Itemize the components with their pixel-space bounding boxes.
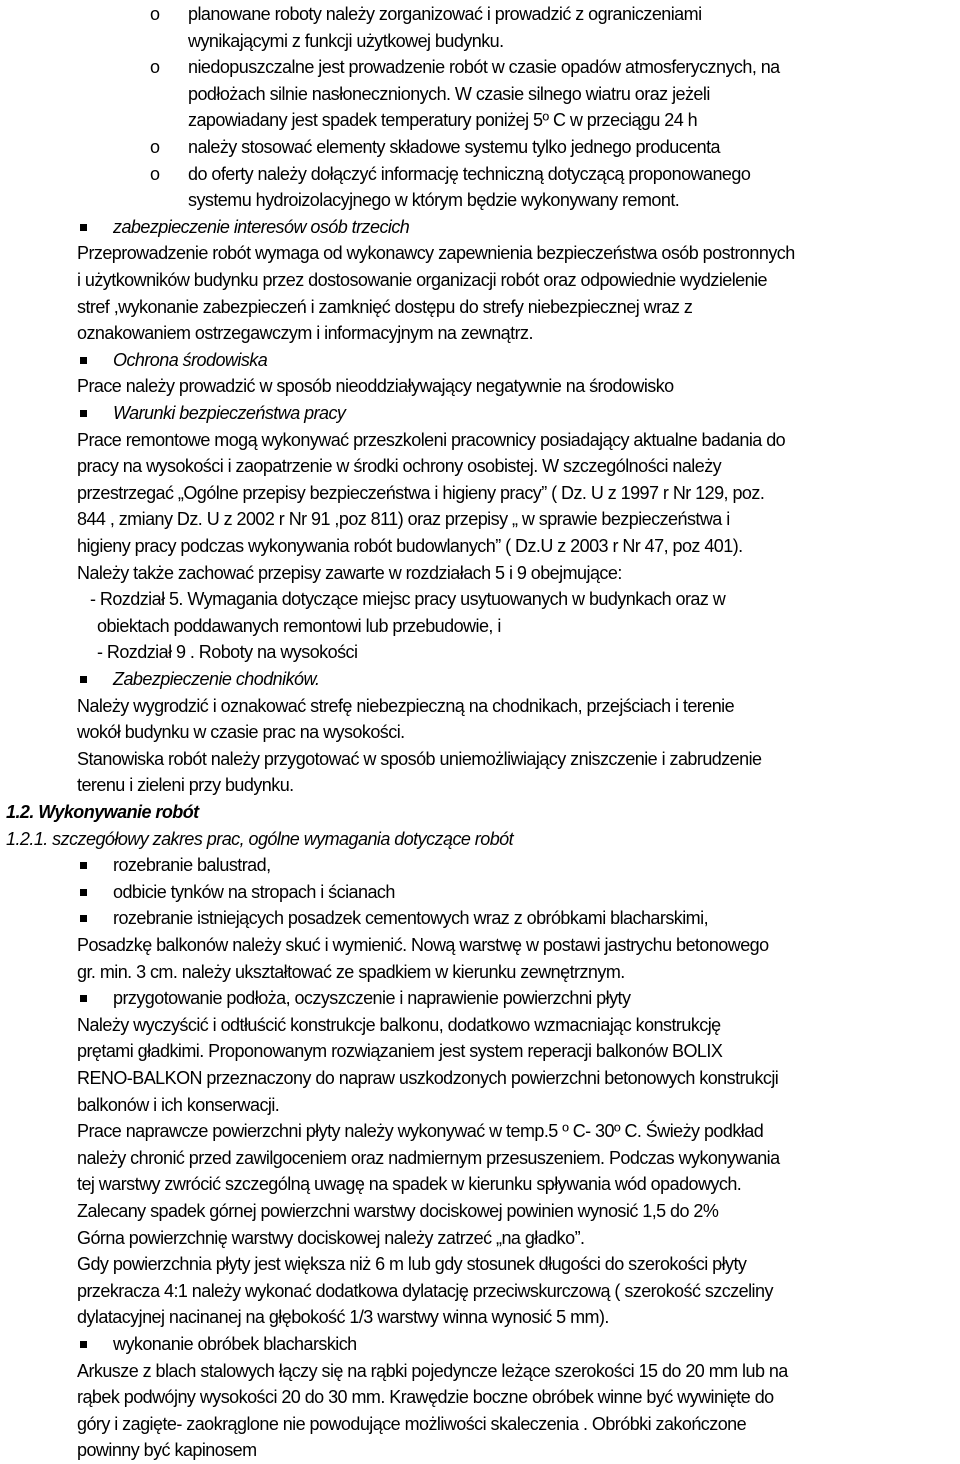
list-item-text: należy stosować elementy składowe systemu tylko jednego producenta [188,137,721,157]
list-marker-square-icon [80,915,87,922]
paragraph-line: stref ,wykonanie zabezpieczeń i zamknięć dostępu do strefy niebezpiecznej wraz z [77,296,693,317]
paragraph-line: - Rozdział 5. Wymagania dotyczące miejsc pracy usytuowanych w budynkach oraz w [90,589,726,610]
list-item-text: przygotowanie podłoża, oczyszczenie i naprawienie powierzchni płyty [113,988,631,1009]
list-item-text: rozebranie balustrad, [113,855,271,876]
list-marker-circle: o [150,163,161,184]
paragraph-line: prętami gładkimi. Proponowanym rozwiązaniem jest system reperacji balkonów BOLIX [77,1041,723,1062]
paragraph-line: Prace remontowe mogą wykonywać przeszkoleni pracownicy posiadający aktualne badania do [77,429,786,450]
list-item-text: rozebranie istniejących posadzek cementowych wraz z obróbkami blacharskimi, [113,908,709,929]
list-marker-square-icon [80,1341,87,1348]
list-marker-square-icon [80,357,87,364]
list-marker-square-icon [80,889,87,896]
paragraph-line: Górna powierzchnię warstwy dociskowej należy zatrzeć „na gładko”. [77,1227,585,1248]
paragraph-line: Należy także zachować przepisy zawarte w rozdziałach 5 i 9 obejmujące: [77,562,622,583]
paragraph-line: Należy wygrodzić i oznakować strefę niebezpieczną na chodnikach, przejściach i terenie [77,695,735,716]
section-heading: 1.2. Wykonywanie robót [6,802,199,822]
paragraph-line: gr. min. 3 cm. należy ukształtować ze spadkiem w kierunku zewnętrznym. [77,961,625,982]
paragraph-line: 844 , zmiany Dz. U z 2002 r Nr 91 ,poz 811) oraz przepisy „ w sprawie bezpieczeństwa i [77,509,730,530]
list-marker-square-icon [80,862,87,869]
list-marker-circle: o [150,137,161,157]
paragraph-line: podłożach silnie nasłonecznionych. W czasie silnego wiatru oraz jeżeli [188,83,710,104]
paragraph-line: Posadzkę balkonów należy skuć i wymienić. Nową warstwę w postawi jastrychu betonowego [77,935,769,955]
paragraph-line: przestrzegać „Ogólne przepisy bezpieczeństwa i higieny pracy” ( Dz. U z 1997 r Nr 129, poz. [77,482,765,503]
paragraph-line: Zalecany spadek górnej powierzchni warstwy dociskowej powinien wynosić 1,5 do 2% [77,1201,719,1221]
paragraph-line: Należy wyczyścić i odtłuścić konstrukcje balkonu, dodatkowo wzmacniając konstrukcję [77,1014,721,1035]
paragraph-line: tej warstwy zwrócić szczególną uwagę na spadek w kierunku spływania wód opadowych. [77,1174,742,1195]
paragraph-line: Przeprowadzenie robót wymaga od wykonawcy zapewnienia bezpieczeństwa osób postronnych [77,243,795,264]
list-marker-circle: o [150,57,161,78]
list-item-text: Ochrona środowiska [113,349,268,370]
list-item-text: Zabezpieczenie chodników. [113,669,320,689]
list-item-text: do oferty należy dołączyć informację techniczną dotyczącą proponowanego [188,163,751,184]
paragraph-line: pracy na wysokości i zaopatrzenie w środki ochrony osobistej. W szczególności należy [77,456,722,477]
paragraph-line: Stanowiska robót należy przygotować w sposób uniemożliwiający zniszczenie i zabrudzenie [77,748,762,769]
paragraph-line: góry i zagięte- zaokrąglone nie powodujące możliwości skaleczenia . Obróbki zakończone [77,1413,747,1434]
paragraph-line: balkonów i ich konserwacji. [77,1094,280,1115]
paragraph-line: oznakowaniem ostrzegawczym i informacyjnym na zewnątrz. [77,323,533,344]
paragraph-line: Prace naprawcze powierzchni płyty należy wykonywać w temp.5 º C- 30º C. Świeży podkład [77,1121,764,1142]
paragraph-line: zapowiadany jest spadek temperatury poniżej 5º C w przeciągu 24 h [188,110,698,131]
paragraph-line: i użytkowników budynku przez dostosowanie organizacji robót oraz odpowiednie wydzielenie [77,270,768,290]
list-item-text: niedopuszczalne jest prowadzenie robót w czasie opadów atmosferycznych, na [188,57,780,78]
paragraph-line: higieny pracy podczas wykonywania robót budowlanych” ( Dz.U z 2003 r Nr 47, poz 401). [77,536,743,556]
paragraph-line: przekracza 4:1 należy wykonać dodatkowa dylatację przeciwskurczową ( szerokość szczeliny [77,1280,773,1301]
paragraph-line: dylatacyjnej nacinanej na głębokość 1/3 warstwy winna wynosić 5 mm). [77,1307,609,1328]
paragraph-line: terenu i zieleni przy budynku. [77,775,294,796]
paragraph-line: Arkusze z blach stalowych łączy się na rąbki pojedyncze leżące szerokości 15 do 20 mm lub na [77,1360,788,1381]
paragraph-line: Gdy powierzchnia płyty jest większa niż 6 m lub gdy stosunek długości do szerokości płyty [77,1254,747,1275]
list-item-text: wykonanie obróbek blacharskich [113,1334,357,1354]
list-marker-square-icon [80,224,87,231]
paragraph-line: wokół budynku w czasie prac na wysokości. [77,722,405,743]
paragraph-line: rąbek podwójny wysokości 20 do 30 mm. Krawędzie boczne obróbek winne być wywinięte do [77,1387,774,1408]
paragraph-line: należy chronić przed zawilgoceniem oraz nadmiernym przesuszeniem. Podczas wykonywania [77,1147,780,1168]
paragraph-line: RENO-BALKON przeznaczony do napraw uszkodzonych powierzchni betonowych konstrukcji [77,1068,779,1088]
list-item-text: planowane roboty należy zorganizować i prowadzić z ograniczeniami [188,4,702,24]
paragraph-line: Prace należy prowadzić w sposób nieoddziaływający negatywnie na środowisko [77,376,674,397]
list-marker-circle: o [150,4,161,24]
list-item-text: zabezpieczenie interesów osób trzecich [113,216,410,237]
paragraph-line: obiektach poddawanych remontowi lub przebudowie, i [97,615,501,636]
paragraph-line: systemu hydroizolacyjnego w którym będzie wykonywany remont. [188,190,680,211]
paragraph-line: 1.2.1. szczegółowy zakres prac, ogólne wymagania dotyczące robót [6,828,514,849]
list-item-text: Warunki bezpieczeństwa pracy [113,403,346,423]
list-marker-square-icon [80,676,87,683]
paragraph-line: powinny być kapinosem [77,1440,257,1461]
list-marker-square-icon [80,995,87,1002]
paragraph-line: wynikającymi z funkcji użytkowej budynku. [188,30,504,51]
list-marker-square-icon [80,410,87,417]
list-item-text: odbicie tynków na stropach i ścianach [113,881,395,902]
paragraph-line: - Rozdział 9 . Roboty na wysokości [97,642,358,663]
